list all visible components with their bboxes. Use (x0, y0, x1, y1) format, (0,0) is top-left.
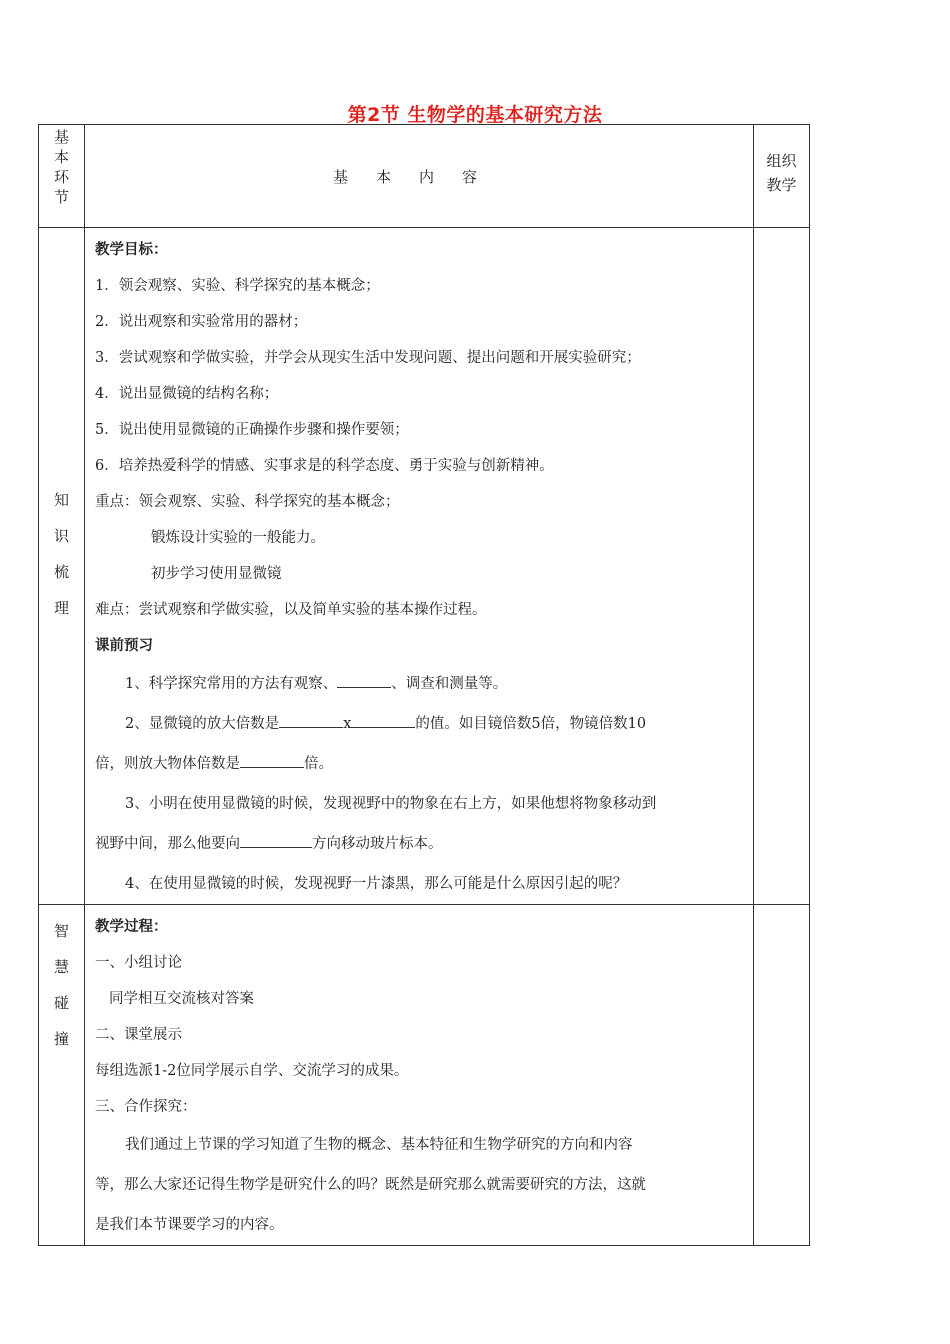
label-char: 慧 (53, 958, 69, 976)
question-3-cont (95, 824, 743, 864)
question-text: 方向移动玻片标本。 (312, 836, 443, 852)
goal-item: 3．尝试观察和学做实验，并学会从现实生活中发现问题、提出问题和开展实验研究； (95, 350, 641, 366)
goal-item: 5．说出使用显微镜的正确操作步骤和操作要领； (95, 422, 409, 438)
question-text: 视野中间，那么他要向 (95, 836, 240, 852)
label-char: 撞 (53, 1030, 69, 1048)
process-paragraph: 等，那么大家还记得生物学是研究什么的吗？既然是研究那么就需要研究的方法，这就 (95, 1177, 646, 1193)
page-title: 第2节 生物学的基本研究方法 (347, 104, 603, 126)
label-char: 碰 (53, 994, 69, 1012)
label-char: 智 (53, 922, 69, 940)
header-char: 节 (53, 188, 69, 206)
knowledge-section (39, 228, 810, 905)
key-point: 锻炼设计实验的一般能力。 (151, 530, 325, 546)
process-paragraph: 我们通过上节课的学习知道了生物的概念、基本特征和生物学研究的方向和内容 (125, 1137, 633, 1153)
preview-heading: 课前预习 (95, 637, 153, 654)
label-char: 知 (53, 491, 69, 509)
goal-item: 4．说出显微镜的结构名称； (95, 386, 279, 402)
answer-blank[interactable] (351, 713, 415, 728)
question-text: 2、显微镜的放大倍数是 (125, 716, 280, 732)
key-point: 初步学习使用显微镜 (151, 566, 282, 582)
question-3: 3、小明在使用显微镜的时候，发现视野中的物象在右上方，如果他想将物象移动到 (125, 796, 657, 812)
question-text: 倍。 (304, 756, 333, 772)
knowledge-content (85, 228, 754, 905)
process-paragraph: 是我们本节课要学习的内容。 (95, 1217, 284, 1233)
goal-item: 2．说出观察和实验常用的器材； (95, 314, 308, 330)
goal-item: 6．培养热爱科学的情感、实事求是的科学态度、勇于实验与创新精神。 (95, 458, 554, 474)
goal-item: 1．领会观察、实验、科学探究的基本概念； (95, 278, 380, 294)
header-organize-teaching (754, 125, 810, 228)
answer-blank[interactable] (240, 833, 312, 848)
header-basic-content: 基本内容 (85, 125, 754, 228)
question-text: 1、科学探究常用的方法有观察、 (125, 676, 338, 692)
wisdom-content (85, 905, 754, 1246)
label-char: 梳 (53, 563, 69, 581)
header-char: 基 (53, 128, 69, 146)
header-line: 教学 (766, 176, 797, 194)
process-step: 二、课堂展示 (95, 1027, 182, 1043)
process-step: 同学相互交流核对答案 (109, 991, 254, 1007)
question-1 (95, 664, 743, 704)
header-row (39, 125, 810, 228)
header-line: 组织 (766, 152, 797, 170)
label-char: 理 (53, 599, 69, 617)
question-4: 4、在使用显微镜的时候，发现视野一片漆黑，那么可能是什么原因引起的呢？ (125, 876, 628, 892)
question-text: 、调查和测量等。 (391, 676, 508, 692)
lesson-table (38, 124, 810, 1246)
section-label-knowledge (39, 228, 85, 905)
knowledge-organize-cell (754, 228, 810, 905)
question-text: 的值。如目镜倍数5倍，物镜倍数10 (415, 716, 647, 732)
question-text: 倍，则放大物体倍数是 (95, 756, 240, 772)
question-2-cont (95, 744, 743, 784)
answer-blank[interactable] (337, 673, 391, 688)
process-step: 每组选派1-2位同学展示自学、交流学习的成果。 (95, 1063, 409, 1079)
goals-heading: 教学目标： (95, 241, 168, 258)
header-char: 环 (53, 168, 69, 186)
label-char: 识 (53, 527, 69, 545)
difficulty: 难点：尝试观察和学做实验，以及简单实验的基本操作过程。 (95, 602, 487, 618)
wisdom-organize-cell (754, 905, 810, 1246)
process-step: 三、合作探究： (95, 1099, 197, 1115)
question-text: x (343, 716, 352, 732)
answer-blank[interactable] (240, 753, 304, 768)
answer-blank[interactable] (279, 713, 343, 728)
question-2 (95, 704, 743, 744)
header-basic-step (39, 125, 85, 228)
section-label-wisdom (39, 905, 85, 1246)
wisdom-section (39, 905, 810, 1246)
key-point: 重点：领会观察、实验、科学探究的基本概念； (95, 494, 400, 510)
process-step: 一、小组讨论 (95, 955, 182, 971)
header-char: 本 (53, 148, 69, 166)
process-heading: 教学过程： (95, 918, 168, 935)
